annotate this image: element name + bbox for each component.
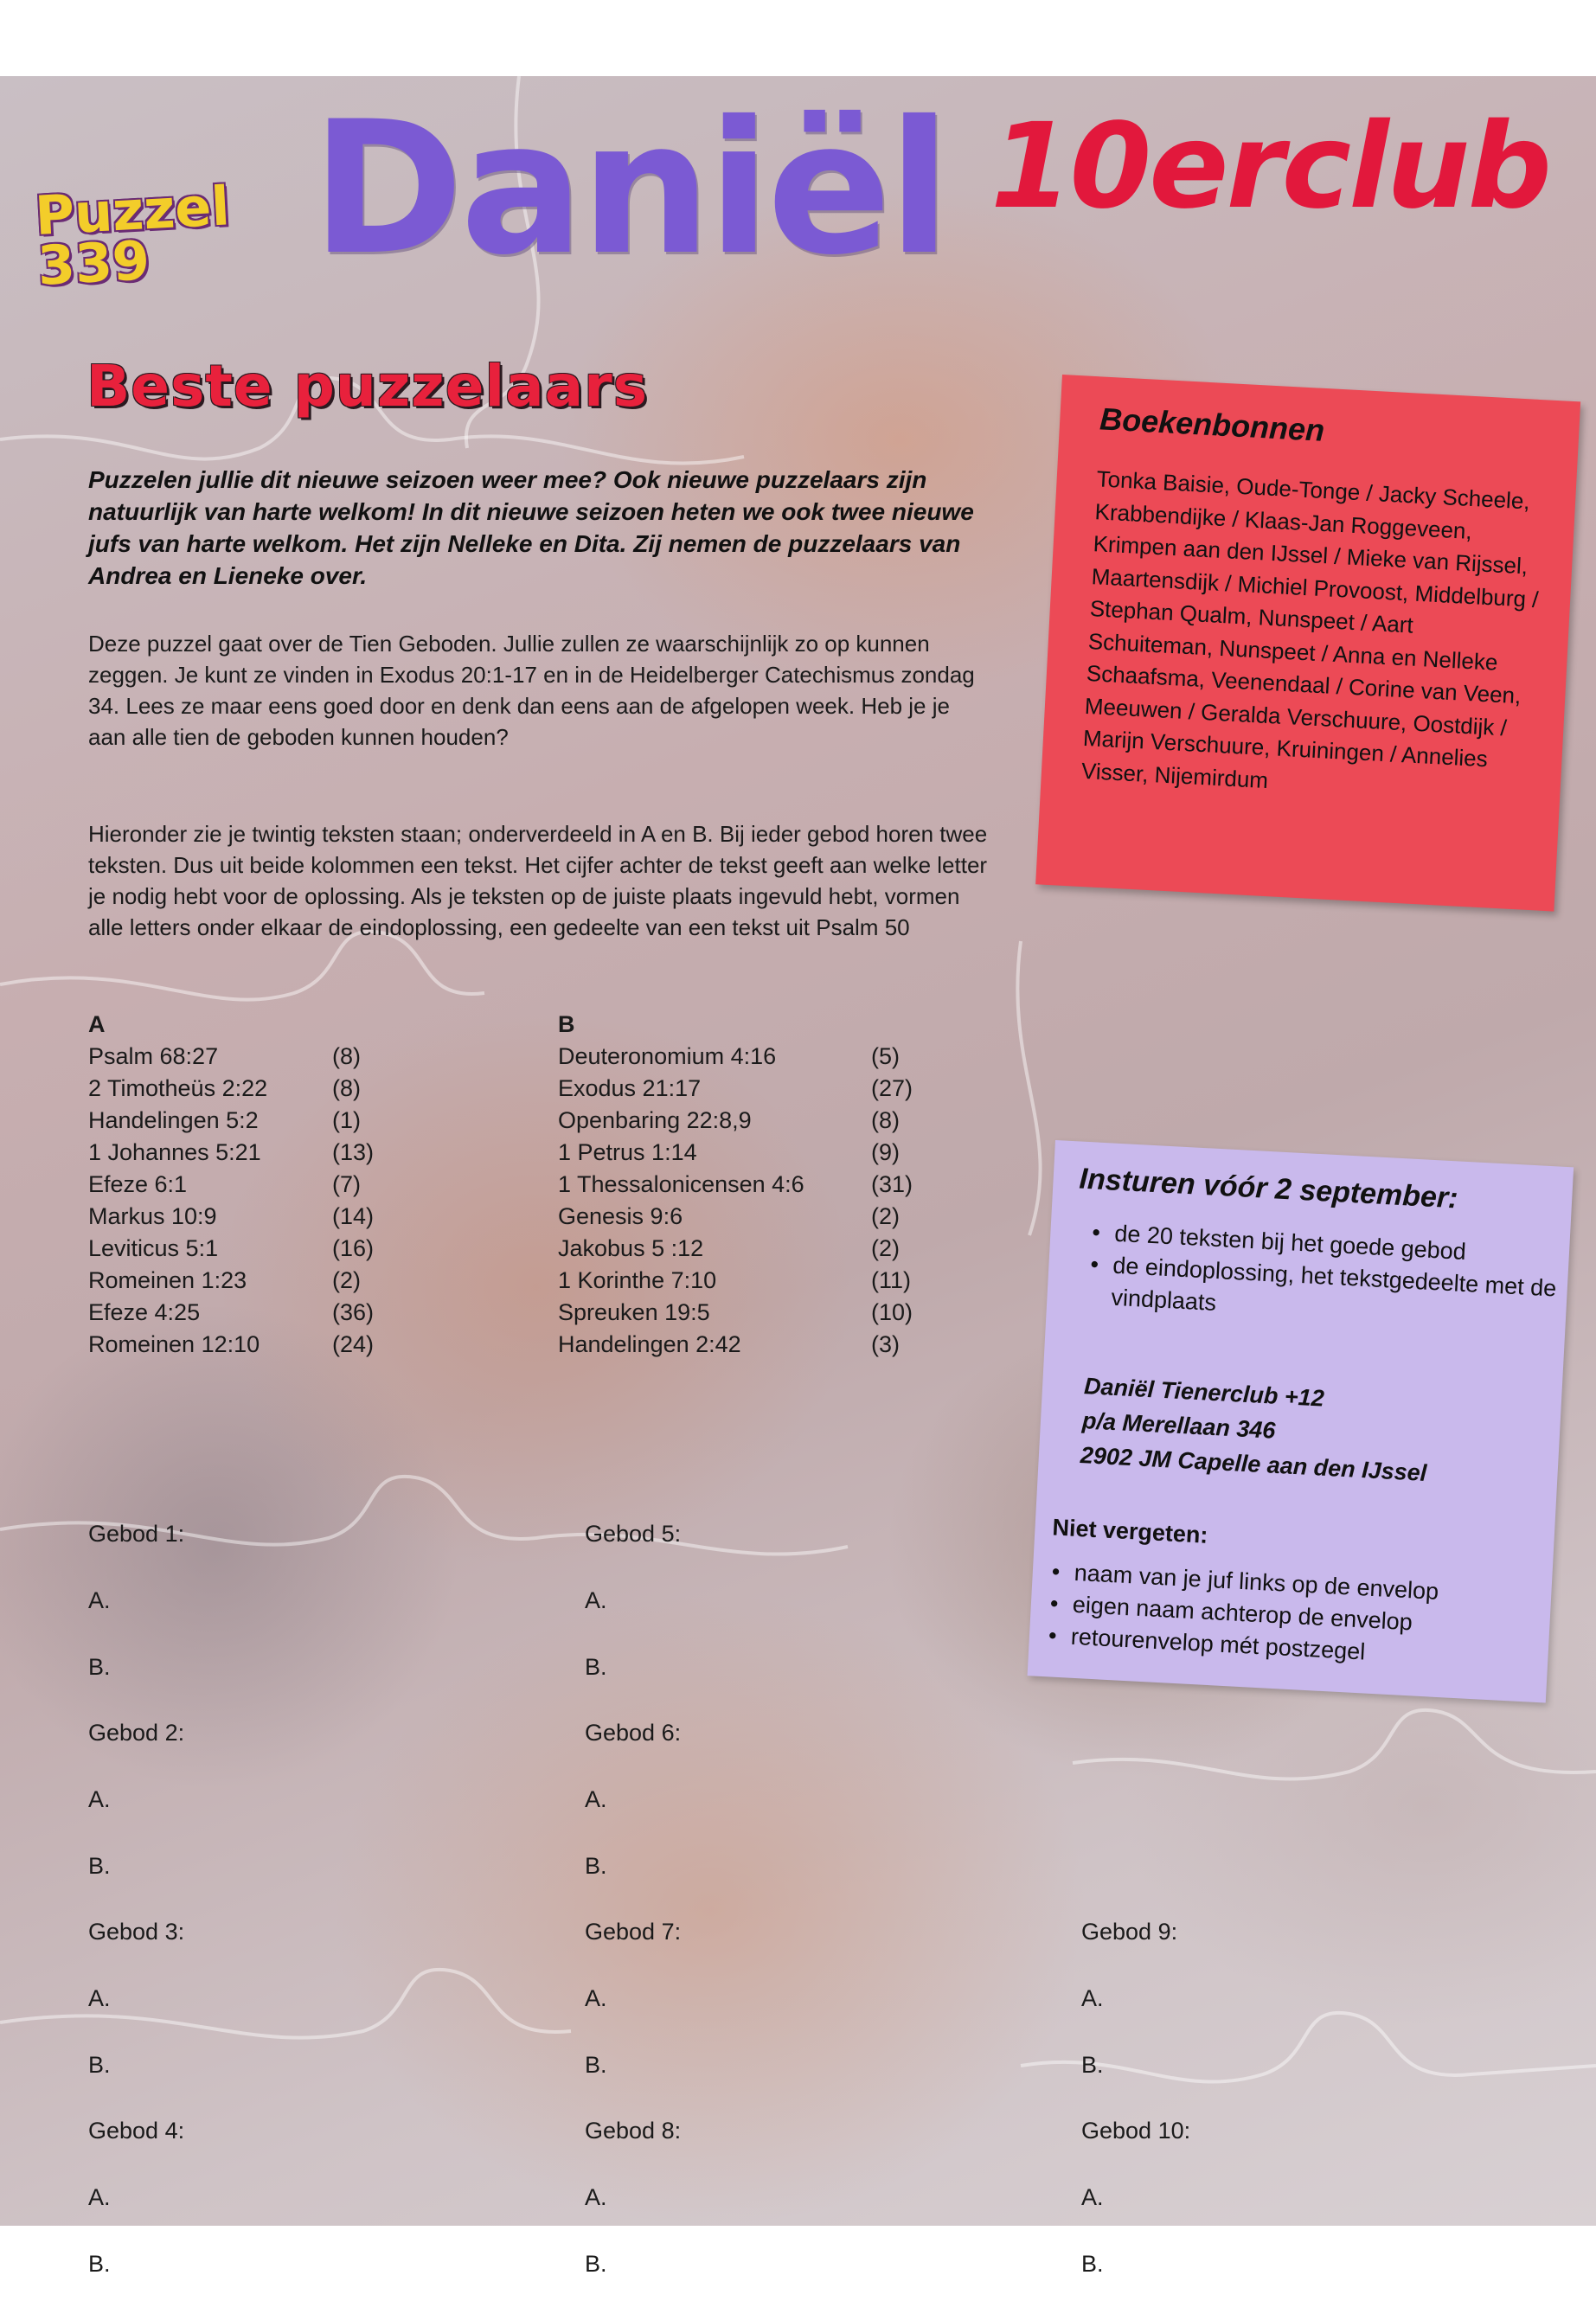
answer-a-label: A.: [585, 1985, 607, 2011]
table-row: [558, 1041, 913, 1073]
bible-reference: 1 Petrus 1:14: [558, 1139, 697, 1165]
reminder-list: [1048, 1555, 1536, 1676]
gebod-label: Gebod 6:: [585, 1720, 682, 1746]
page-heading: Beste puzzelaars: [87, 353, 648, 420]
column-a-header: A: [88, 1011, 106, 1037]
letter-number: (8): [332, 1043, 361, 1069]
bible-reference: 2 Timotheüs 2:22: [88, 1075, 268, 1101]
winners-list: Tonka Baisie, Oude-Tonge / Jacky Scheele, Krabbendijke / Klaas-Jan Roggeveen, Krimpen aan den IJssel / Mieke van Rijssel, Maartensdijk / Michiel Provoost, Middelburg / Stephan Qualm, Nunspeet / Aart Schuiteman, Nunspeet / Anna en Nelleke Schaafsma, Veenendaal / Corine van Veen, Meeuwen / Geralda Verschuure, Oostdijk / Marijn Verschuure, Kruiningen / Annelies Visser, Nijemirdum: [1080, 465, 1540, 793]
bible-reference: Psalm 68:27: [88, 1043, 219, 1069]
letter-number: (3): [871, 1331, 900, 1357]
letter-number: (7): [332, 1171, 361, 1197]
magazine-title: Daniël: [311, 81, 948, 295]
answer-a-label: A.: [88, 1985, 111, 2011]
bible-reference: Jakobus 5 :12: [558, 1235, 704, 1261]
answer-a-label: A.: [88, 1786, 111, 1812]
insturen-title: Insturen vóór 2 september:: [1078, 1162, 1459, 1215]
bible-reference: Romeinen 12:10: [88, 1331, 260, 1357]
answer-b-label: B.: [88, 1853, 111, 1879]
gebod-label: Gebod 10:: [1081, 2118, 1191, 2144]
answer-a-label: A.: [1081, 2184, 1104, 2210]
bible-reference: Spreuken 19:5: [558, 1299, 710, 1325]
bible-reference: 1 Korinthe 7:10: [558, 1267, 717, 1293]
table-row: [88, 1137, 374, 1169]
bible-reference: 1 Thessalonicensen 4:6: [558, 1171, 804, 1197]
bible-reference: Handelingen 2:42: [558, 1331, 741, 1357]
table-row: [88, 1201, 374, 1233]
gebod-label: Gebod 3:: [88, 1919, 185, 1945]
puzzle-page: [0, 76, 1596, 2277]
column-a: [88, 1009, 374, 1361]
letter-number: (1): [332, 1107, 361, 1133]
answer-b-label: B.: [585, 1654, 607, 1680]
bible-reference: Exodus 21:17: [558, 1075, 702, 1101]
table-row: [558, 1329, 913, 1361]
answer-b-label: B.: [585, 2251, 607, 2277]
table-row: [88, 1265, 374, 1297]
answer-b-label: B.: [1081, 2251, 1104, 2277]
boekenbonnen-box: [1035, 375, 1580, 912]
answer-b-label: B.: [585, 2052, 607, 2078]
answer-b-label: B.: [88, 2251, 111, 2277]
bible-reference: Genesis 9:6: [558, 1203, 683, 1229]
address-line: p/a Merellaan 346: [1081, 1407, 1277, 1444]
gebod-label: Gebod 2:: [88, 1720, 185, 1746]
address-line: Daniël Tienerclub +12: [1083, 1373, 1325, 1412]
table-row: [558, 1073, 913, 1105]
gebod-label: Gebod 4:: [88, 2118, 185, 2144]
insturen-box: [1028, 1140, 1574, 1703]
insturen-item: • de eindoplossing, het tekstgedeelte met de vindplaats: [1088, 1248, 1558, 1336]
gebod-label: Gebod 1:: [88, 1521, 185, 1547]
paragraph-1: Deze puzzel gaat over de Tien Geboden. Jullie zullen ze waarschijnlijk zo op kunnen zeggen. Je kunt ze vinden in Exodus 20:1-17 en in de Heidelberger Catechismus zondag 34. Lees ze maar eens goed door en denk dan eens aan de afgelopen week. Heb je je aan alle tien de geboden kunnen houden?: [88, 631, 975, 750]
postal-address: [1080, 1368, 1552, 1497]
table-row: [558, 1201, 913, 1233]
letter-number: (36): [332, 1299, 375, 1325]
letter-number: (16): [332, 1235, 375, 1261]
answer-a-label: A.: [88, 2184, 111, 2210]
letter-number: (24): [332, 1331, 375, 1357]
club-title: 10erclub: [990, 99, 1549, 235]
gebod-label: Gebod 8:: [585, 2118, 682, 2144]
reminder-title: Niet vergeten:: [1051, 1514, 1209, 1548]
answer-a-label: A.: [1081, 1985, 1104, 2011]
letter-number: (11): [871, 1267, 912, 1293]
answer-a-label: A.: [585, 1786, 607, 1812]
bible-reference: Leviticus 5:1: [88, 1235, 219, 1261]
answer-b-label: B.: [88, 1654, 111, 1680]
reminder-item: • retourenvelop mét postzegel: [1048, 1619, 1533, 1676]
letter-number: (8): [871, 1107, 900, 1133]
gebod-label: Gebod 5:: [585, 1521, 682, 1547]
table-row: [558, 1265, 913, 1297]
letter-number: (2): [871, 1235, 900, 1261]
answer-b-label: B.: [585, 1853, 607, 1879]
intro-text: Puzzelen jullie dit nieuwe seizoen weer mee? Ook nieuwe puzzelaars zijn natuurlijk van harte welkom! In dit nieuwe seizoen heten we ook twee nieuwe jufs van harte welkom. Het zijn Nelleke en Dita. Zij nemen de puzzelaars van Andrea en Lieneke over.: [88, 466, 974, 589]
bible-reference: Openbaring 22:8,9: [558, 1107, 752, 1133]
table-row: [88, 1233, 374, 1265]
reminder-item: • naam van je juf links op de envelop: [1051, 1555, 1536, 1612]
bible-reference: Efeze 6:1: [88, 1171, 188, 1197]
letter-number: (2): [871, 1203, 900, 1229]
letter-number: (14): [332, 1203, 375, 1229]
boekenbonnen-title: Boekenbonnen: [1099, 401, 1326, 448]
bible-reference: Efeze 4:25: [88, 1299, 201, 1325]
bible-reference: Deuteronomium 4:16: [558, 1043, 777, 1069]
answer-a-label: A.: [88, 1587, 111, 1613]
letter-number: (27): [871, 1075, 913, 1101]
gebod-label: Gebod 9:: [1081, 1919, 1178, 1945]
answer-a-label: A.: [585, 2184, 607, 2210]
insturen-list: [1088, 1216, 1560, 1336]
bible-reference: Romeinen 1:23: [88, 1267, 247, 1293]
table-row: [88, 1329, 374, 1361]
insturen-item: • de 20 teksten bij het goede gebod: [1091, 1216, 1559, 1272]
bible-reference: 1 Johannes 5:21: [88, 1139, 261, 1165]
puzzle-number-badge: [33, 174, 232, 298]
table-row: [88, 1073, 374, 1105]
table-row: [88, 1169, 374, 1201]
table-row: [558, 1105, 913, 1137]
paragraph-2: Hieronder zie je twintig teksten staan; onderverdeeld in A en B. Bij ieder gebod horen twee teksten. Dus uit beide kolommen een tekst. Het cijfer achter de tekst geeft aan welke letter je nodig hebt voor de oplossing. Als je teksten op de juiste plaats ingevuld hebt, vormen alle letters onder elkaar de eindoplossing, een gedeelte van een tekst uit Psalm 50: [88, 821, 988, 940]
answer-a-label: A.: [585, 1587, 607, 1613]
letter-number: (10): [871, 1299, 913, 1325]
bible-reference: Handelingen 5:2: [88, 1107, 259, 1133]
table-row: [558, 1233, 913, 1265]
letter-number: (5): [871, 1043, 900, 1069]
address-line: 2902 JM Capelle aan den IJssel: [1080, 1442, 1427, 1486]
table-row: [558, 1137, 913, 1169]
letter-number: (9): [871, 1139, 900, 1165]
column-b-header: B: [558, 1011, 575, 1037]
letter-number: (31): [871, 1171, 913, 1197]
letter-number: (8): [332, 1075, 361, 1101]
answer-b-label: B.: [88, 2052, 111, 2078]
table-row: [88, 1041, 374, 1073]
badge-number: 339: [35, 228, 151, 298]
badge-label: Puzzel: [33, 174, 232, 247]
table-row: [558, 1169, 913, 1201]
letter-number: (2): [332, 1267, 361, 1293]
table-row: [88, 1105, 374, 1137]
reminder-item: • eigen naam achterop de envelop: [1049, 1587, 1535, 1644]
table-row: [88, 1297, 374, 1329]
column-b: [558, 1009, 913, 1361]
gebod-label: Gebod 7:: [585, 1919, 682, 1945]
letter-number: (13): [332, 1139, 375, 1165]
table-row: [558, 1297, 913, 1329]
answer-b-label: B.: [1081, 2052, 1104, 2078]
bible-reference: Markus 10:9: [88, 1203, 217, 1229]
